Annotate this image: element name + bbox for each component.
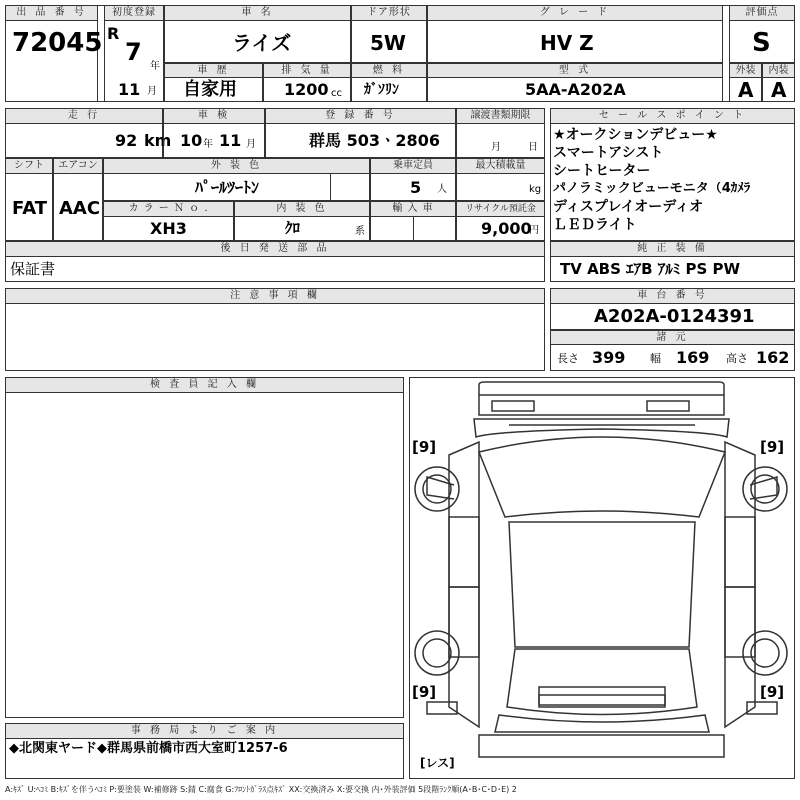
length: 399 — [592, 348, 626, 367]
length-label: 長さ — [557, 352, 579, 365]
left-door-rear — [449, 587, 479, 657]
sales-point: ★オークションデビュー★ — [553, 127, 718, 143]
transfer-day-unit: 日 — [528, 142, 538, 153]
fuel: ｶﾞｿﾘﾝ — [364, 82, 399, 98]
later-parts: 保証書 — [10, 260, 56, 278]
tail-light-right — [747, 702, 777, 714]
first-reg-year-unit: 年 — [150, 61, 160, 72]
lot-number: 72045 — [12, 28, 103, 58]
legend: A:ｷｽﾞ U:ﾍｺﾐ B:ｷｽﾞを伴うﾍｺﾐ P:要塗装 W:補修跡 S:錆 C:腐食 G:ﾌﾛﾝﾄｶﾞﾗｽ点ｷｽﾞ XX:交換済み X:要交換 内･外装評価 5段階ﾗﾝｸ順(A･B･C･D･E) 2 — [5, 785, 517, 794]
left-door-front — [449, 517, 479, 587]
registration-number: 群馬 503ㆍ2806 — [309, 131, 440, 150]
import-label: 輸 入 車 — [370, 201, 456, 217]
interior-label: 内装 — [762, 63, 795, 78]
sales-point: パノラミックビューモニタ（4ｶﾒﾗ — [553, 182, 751, 196]
fuel-label: 燃 料 — [351, 63, 427, 78]
notes-box — [5, 303, 545, 371]
car-diagram — [409, 377, 795, 779]
capacity: 5 — [410, 178, 422, 197]
interior-color: ｸﾛ — [285, 219, 301, 237]
car-name-label: 車 名 — [164, 5, 351, 21]
interior-grade: A — [771, 78, 787, 102]
aircon: AAC — [59, 198, 101, 219]
recycle-fee: 9,000 — [481, 219, 532, 238]
wheel-front-left — [415, 467, 459, 511]
tire-front-right: [9] — [760, 438, 785, 456]
displacement-label: 排 気 量 — [263, 63, 351, 78]
later-parts-cell — [5, 256, 545, 282]
first-reg-label: 初度登録 — [104, 5, 164, 21]
max-load-unit: kg — [529, 184, 542, 195]
lot-number-label: 出 品 番 号 — [5, 5, 98, 21]
inspection-label: 車 検 — [163, 108, 265, 124]
registration-label: 登 録 番 号 — [265, 108, 456, 124]
shift: FAT — [12, 198, 48, 219]
trunk — [495, 715, 709, 732]
sales-points-list — [553, 128, 793, 236]
office-label: 事 務 局 よ り ご 案 内 — [5, 723, 404, 739]
mileage-cell — [5, 123, 163, 158]
mileage: 92 — [115, 131, 138, 150]
score: S — [752, 28, 771, 58]
displacement: 1200 — [284, 80, 329, 99]
sales-point: シートヒーター — [553, 163, 651, 179]
width: 169 — [676, 348, 710, 367]
history-label: 車 歴 — [164, 63, 263, 78]
model-label: 型 式 — [427, 63, 723, 78]
sales-point: ＬＥＤライト — [553, 217, 637, 233]
inspection-year: 10 — [180, 131, 203, 150]
recycle-label: リサイクル預託金 — [456, 201, 545, 217]
tire-rear-right: [9] — [760, 683, 785, 701]
score-label: 評価点 — [729, 5, 795, 21]
sales-point: スマートアシスト — [553, 145, 664, 161]
front-grille-right — [647, 401, 689, 411]
rear-note: [レス] — [420, 756, 455, 770]
color-label: 外 装 色 — [103, 158, 370, 174]
import-divider — [413, 216, 456, 241]
specs-label: 諸 元 — [550, 330, 795, 345]
sales-points-label: セ ー ル ス ポ イ ン ト — [550, 108, 795, 124]
rear-plate-2 — [539, 695, 665, 705]
front-bumper — [479, 382, 724, 395]
inspector-box — [5, 392, 404, 718]
tire-rear-left: [9] — [412, 683, 437, 701]
height: 162 — [756, 348, 790, 367]
capacity-unit: 人 — [437, 184, 447, 195]
office-address: ◆北関東ヤード◆群馬県前橋市西大室町1257-6 — [9, 741, 288, 756]
door-label: ドア形状 — [351, 5, 427, 21]
int-color-label: 内 装 色 — [234, 201, 370, 217]
first-reg-year: 7 — [125, 38, 142, 66]
door-type: 5W — [370, 31, 406, 55]
first-reg-era: R — [107, 24, 120, 43]
chassis-label: 車 台 番 号 — [550, 288, 795, 304]
mileage-unit: km — [144, 131, 172, 150]
right-door-front — [725, 517, 755, 587]
later-parts-label: 後 日 発 送 部 品 — [5, 241, 545, 257]
capacity-label: 乗車定員 — [370, 158, 456, 174]
first-reg-month: 11 — [118, 80, 141, 99]
tire-front-left: [9] — [412, 438, 437, 456]
inspection-month-unit: 月 — [246, 139, 256, 150]
wheel-front-right — [743, 467, 787, 511]
history: 自家用 — [183, 79, 237, 100]
equipment-label: 純 正 装 備 — [550, 241, 795, 257]
shift-label: シフト — [5, 158, 53, 174]
grade: HV Z — [540, 31, 594, 55]
transfer-label: 譲渡書類期限 — [456, 108, 545, 124]
displacement-unit: cc — [331, 88, 342, 99]
inspector-label: 検 査 員 記 入 欄 — [5, 377, 404, 393]
rear-plate — [539, 687, 665, 707]
interior-color-unit: 系 — [355, 226, 365, 237]
front-bumper-inner — [479, 395, 724, 415]
hood — [474, 419, 729, 437]
rear-bumper — [479, 735, 724, 757]
roof — [509, 522, 695, 647]
exterior-color: ﾊﾟｰﾙﾂｰﾄﾝ — [195, 178, 260, 197]
height-label: 高さ — [726, 352, 748, 365]
model-code: 5AA-A202A — [525, 80, 626, 99]
recycle-unit: 円 — [529, 225, 539, 236]
right-door-rear — [725, 587, 755, 657]
exterior-label: 外装 — [729, 63, 762, 78]
equipment: TV ABS ｴｱB ｱﾙﾐ PS PW — [560, 260, 741, 278]
exterior-grade: A — [738, 78, 754, 102]
color-no: XH3 — [150, 219, 187, 238]
color-no-label: カ ラ ー Ｎ ｏ . — [103, 201, 234, 217]
max-load-label: 最大積載量 — [456, 158, 545, 174]
mileage-label: 走 行 — [5, 108, 163, 124]
notes-label: 注 意 事 項 欄 — [5, 288, 545, 304]
front-grille-left — [492, 401, 534, 411]
inspection-year-unit: 年 — [203, 139, 213, 150]
chassis-number: A202A-0124391 — [594, 306, 755, 327]
car-name: ライズ — [232, 31, 292, 55]
color-divider — [330, 173, 370, 201]
tail-light-left — [427, 702, 457, 714]
width-label: 幅 — [650, 352, 661, 365]
transfer-month-unit: 月 — [491, 142, 501, 153]
wheel-rear-right — [743, 631, 787, 675]
aircon-label: エアコン — [53, 158, 103, 174]
first-reg-month-unit: 月 — [147, 86, 157, 97]
windshield — [479, 437, 725, 517]
wheel-rear-left — [415, 631, 459, 675]
sales-point: ディスプレイオーディオ — [553, 199, 704, 215]
grade-label: グ レ ー ド — [427, 5, 723, 21]
inspection-month: 11 — [219, 131, 242, 150]
int-color-cell — [234, 216, 370, 241]
